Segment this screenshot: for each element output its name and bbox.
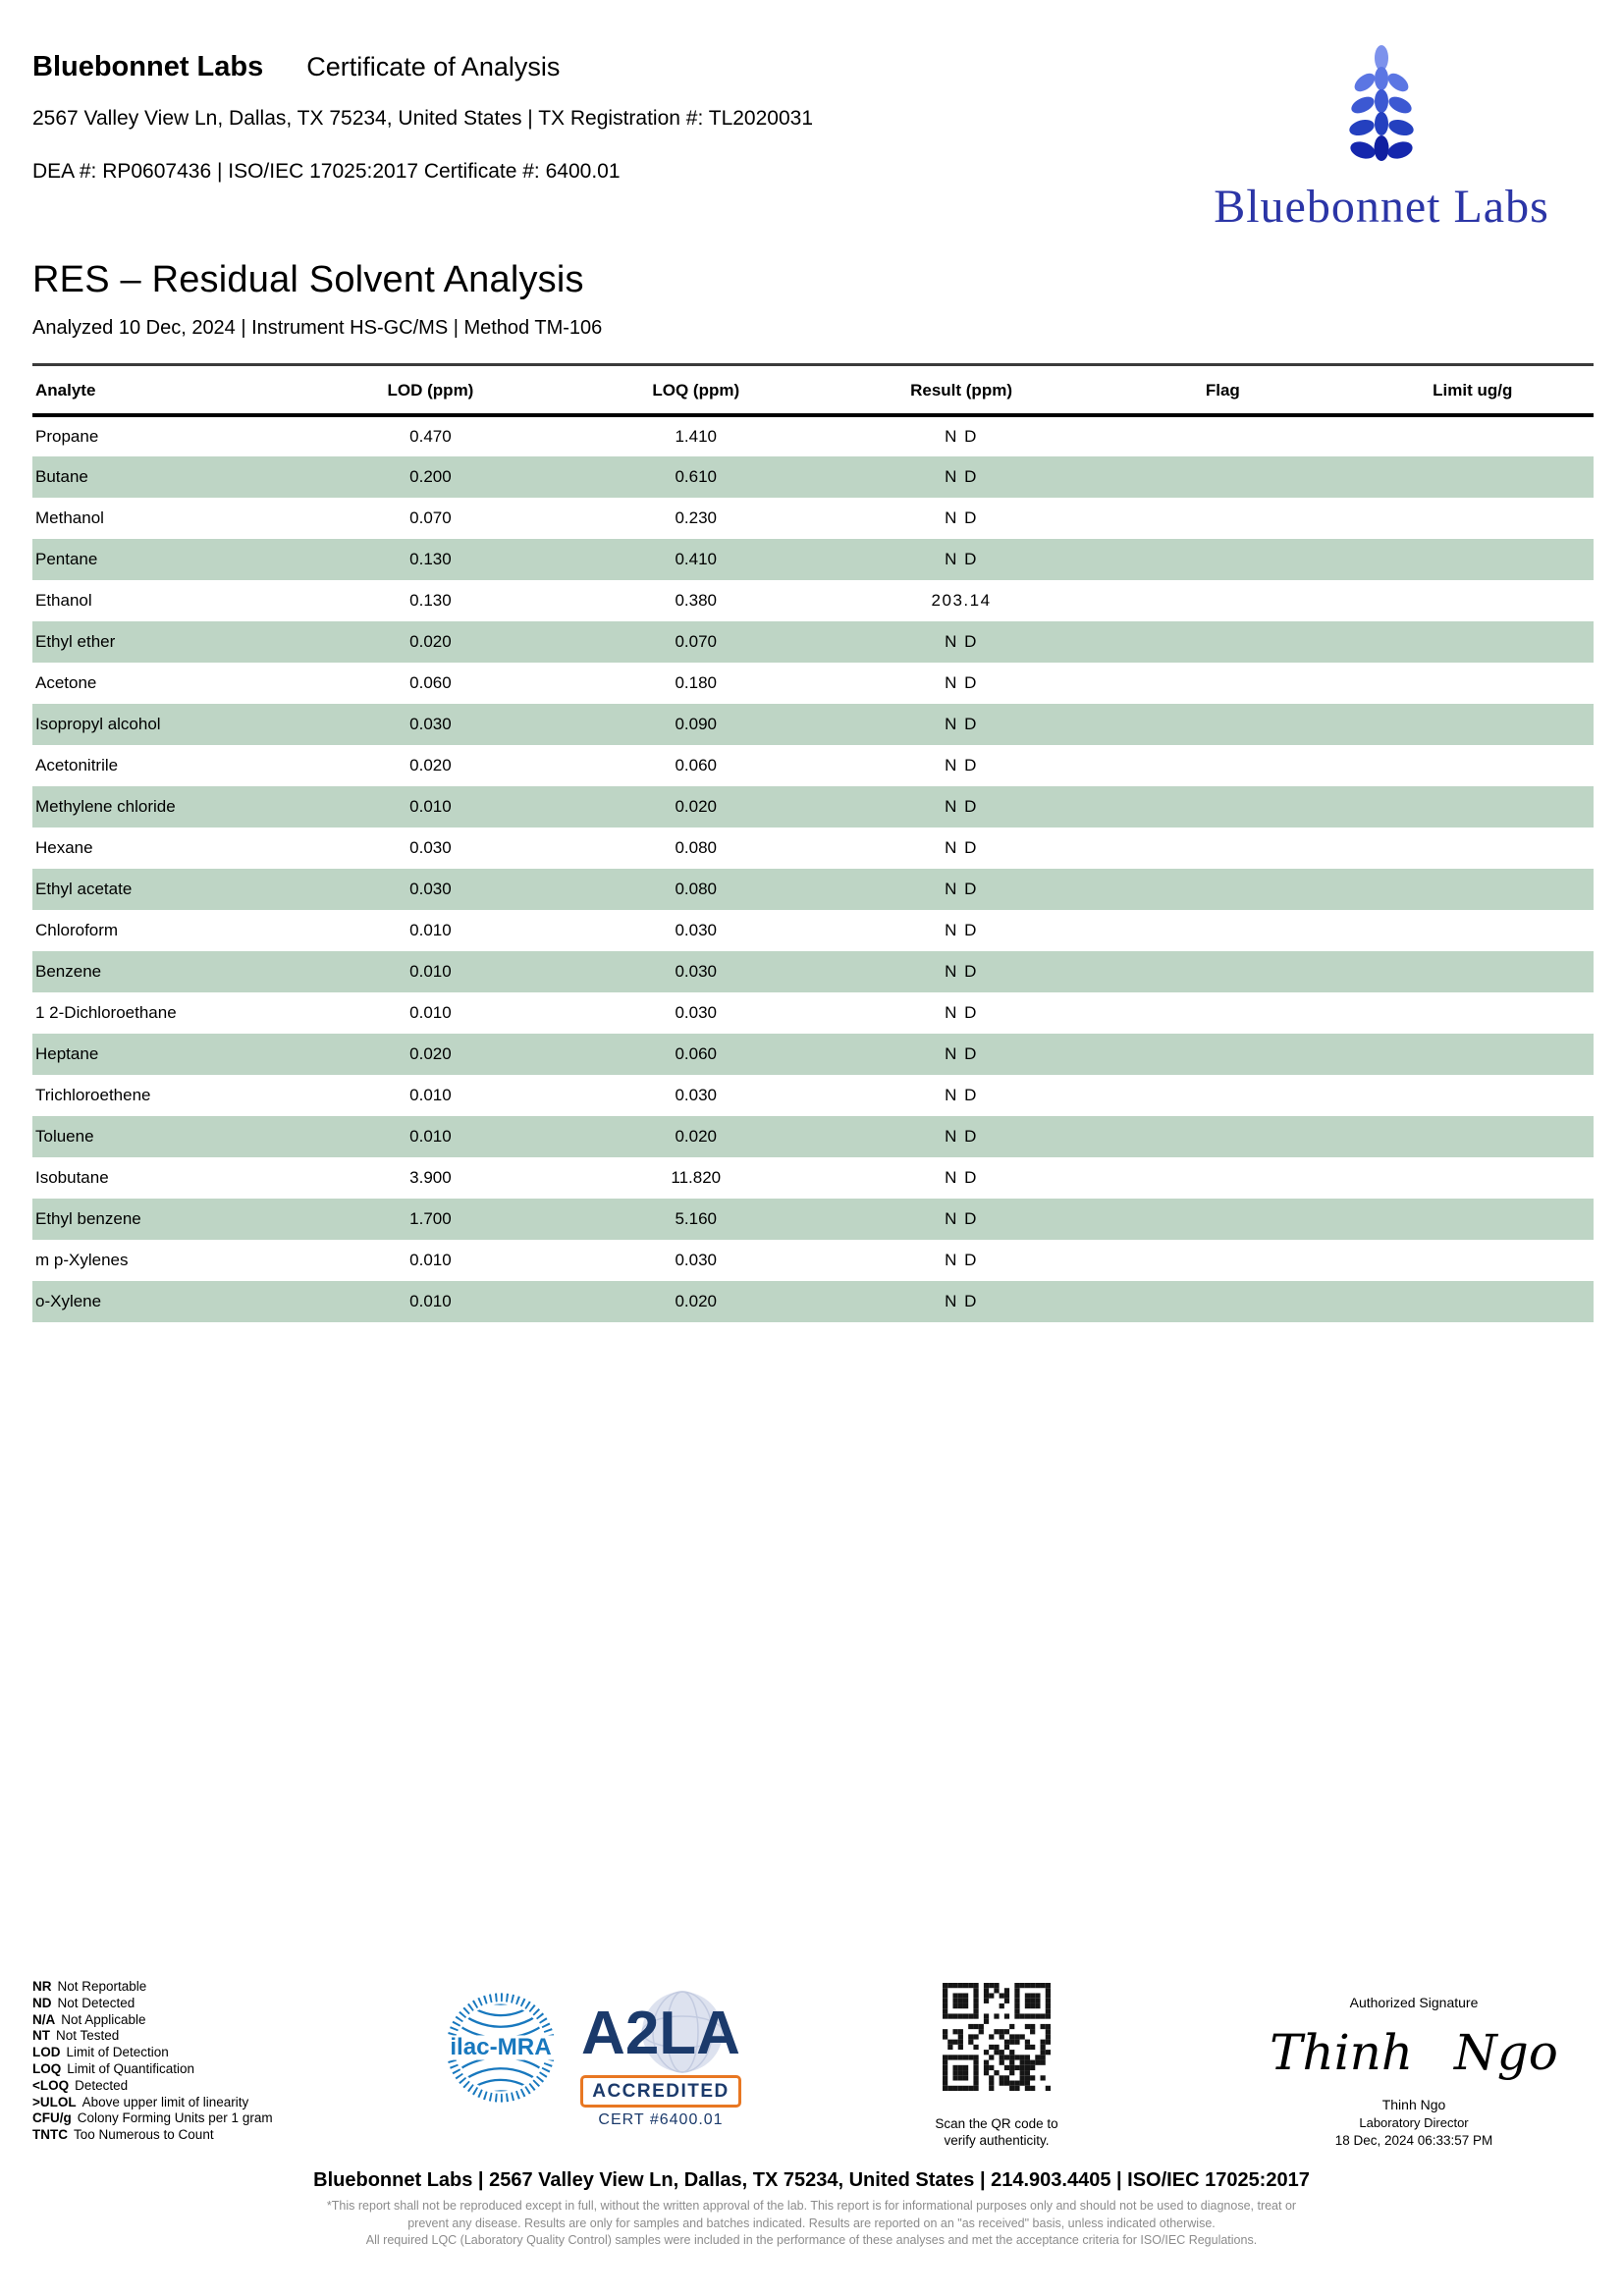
table-row	[32, 992, 1594, 1034]
cell-loq: 0.070	[675, 632, 718, 651]
table-row	[32, 786, 1594, 828]
signer-name: Thinh Ngo	[1381, 2097, 1446, 2112]
cell-loq: 0.180	[675, 673, 718, 692]
cell-flag	[1094, 621, 1351, 663]
cell-analyte: Propane	[35, 427, 99, 446]
cell-flag	[1094, 415, 1351, 456]
results-table	[32, 363, 1594, 1322]
legend-definition: Colony Forming Units per 1 gram	[77, 2110, 273, 2126]
table-row	[32, 1157, 1594, 1199]
cell-lod: 0.030	[409, 880, 452, 898]
header-text-block	[32, 51, 813, 234]
legend-item	[32, 2110, 273, 2127]
table-row	[32, 828, 1594, 869]
cell-result: N D	[945, 756, 978, 774]
table-row	[32, 1199, 1594, 1240]
cell-flag	[1094, 992, 1351, 1034]
footer-contact-line: Bluebonnet Labs | 2567 Valley View Ln, Dallas, TX 75234, United States | 214.903.4405 | ISO/IEC 17025:2017	[313, 2169, 1310, 2191]
cell-limit	[1352, 498, 1594, 539]
cell-result: N D	[945, 467, 978, 486]
cell-limit	[1352, 539, 1594, 580]
cell-limit	[1352, 621, 1594, 663]
legend-definition: Not Tested	[56, 2028, 120, 2044]
legend-term: LOD	[32, 2045, 61, 2060]
ilac-mra-seal-icon	[444, 1991, 558, 2105]
cell-limit	[1352, 663, 1594, 704]
legend-definition: Not Reportable	[57, 1979, 147, 1994]
table-row	[32, 745, 1594, 786]
disclaimer-line-1: *This report shall not be reproduced except in full, without the written approval of the lab. This report is for informational purposes only and should not be used to diagnose, treat or	[326, 2199, 1297, 2213]
cell-loq: 0.030	[675, 1251, 718, 1269]
cell-loq: 0.030	[675, 921, 718, 939]
table-row	[32, 580, 1594, 621]
cell-flag	[1094, 1157, 1351, 1199]
cell-analyte: Trichloroethene	[35, 1086, 151, 1104]
cell-flag	[1094, 1116, 1351, 1157]
cell-result: N D	[945, 1086, 978, 1104]
col-header-flag: Flag	[1094, 365, 1351, 416]
table-row	[32, 456, 1594, 498]
cell-limit	[1352, 1034, 1594, 1075]
cell-loq: 0.060	[675, 756, 718, 774]
report-title: RES – Residual Solvent Analysis	[32, 259, 584, 300]
cell-loq: 0.060	[675, 1044, 718, 1063]
cell-result: N D	[945, 427, 978, 446]
cell-limit	[1352, 704, 1594, 745]
table-row	[32, 910, 1594, 951]
cell-lod: 0.010	[409, 1292, 452, 1310]
cell-loq: 11.820	[671, 1168, 722, 1187]
disclaimer-line-3: All required LQC (Laboratory Quality Control) samples were included in the performance of these analyses and met the acceptance criteria for ISO/IEC Regulations.	[365, 2233, 1258, 2247]
cell-analyte: Heptane	[35, 1044, 99, 1063]
cell-result: N D	[945, 797, 978, 816]
footer-disclaimer	[0, 2198, 1623, 2250]
cell-lod: 0.200	[409, 467, 452, 486]
cell-analyte: Pentane	[35, 550, 98, 568]
cell-flag	[1094, 828, 1351, 869]
legend-item	[32, 2028, 273, 2045]
cell-limit	[1352, 1281, 1594, 1322]
cell-result: N D	[945, 1044, 978, 1063]
legend-item	[32, 2061, 273, 2078]
cell-loq: 5.160	[675, 1209, 718, 1228]
table-row	[32, 869, 1594, 910]
table-row	[32, 1281, 1594, 1322]
cell-result: N D	[945, 1292, 978, 1310]
cell-loq: 0.230	[675, 508, 718, 527]
legend-term: <LOQ	[32, 2077, 70, 2093]
cell-limit	[1352, 745, 1594, 786]
cell-result: N D	[945, 838, 978, 857]
cell-analyte: Chloroform	[35, 921, 119, 939]
cell-result: N D	[945, 632, 978, 651]
cell-result: 203.14	[931, 591, 992, 610]
cell-limit	[1352, 456, 1594, 498]
cell-analyte: 1 2-Dichloroethane	[35, 1003, 177, 1022]
cell-lod: 0.010	[409, 797, 452, 816]
a2la-text: A2LA	[581, 2000, 740, 2067]
qr-caption: Scan the QR code to verify authenticity.	[935, 2116, 1058, 2148]
cell-result: N D	[945, 921, 978, 939]
legend-term: TNTC	[32, 2127, 68, 2143]
cell-analyte: Acetone	[35, 673, 97, 692]
cell-analyte: Ethyl acetate	[35, 880, 133, 898]
col-header-loq: LOQ (ppm)	[564, 365, 829, 416]
footer	[0, 2169, 1623, 2250]
cell-flag	[1094, 1240, 1351, 1281]
signature-block	[1232, 1995, 1596, 2148]
address-line: 2567 Valley View Ln, Dallas, TX 75234, United States | TX Registration #: TL2020031	[32, 107, 814, 130]
cell-limit	[1352, 869, 1594, 910]
cell-flag	[1094, 1075, 1351, 1116]
cell-limit	[1352, 415, 1594, 456]
legend-term: CFU/g	[32, 2110, 72, 2126]
signature-heading: Authorized Signature	[1349, 1995, 1479, 2010]
cell-lod: 0.010	[409, 921, 452, 939]
ilac-mra-logo	[444, 1991, 558, 2109]
cell-lod: 0.010	[409, 962, 452, 981]
cell-lod: 0.030	[409, 838, 452, 857]
cell-analyte: Benzene	[35, 962, 102, 981]
legend-definition: Not Applicable	[61, 2011, 146, 2027]
cell-lod: 0.010	[409, 1251, 452, 1269]
cell-lod: 0.020	[409, 756, 452, 774]
cell-flag	[1094, 580, 1351, 621]
cell-limit	[1352, 786, 1594, 828]
table-row	[32, 704, 1594, 745]
legend-term: LOQ	[32, 2060, 62, 2076]
cell-loq: 0.090	[675, 715, 718, 733]
cell-analyte: Butane	[35, 467, 88, 486]
legend-item	[32, 2095, 273, 2111]
header	[0, 0, 1623, 234]
table-row	[32, 621, 1594, 663]
cell-analyte: Methanol	[35, 508, 104, 527]
company-name: Bluebonnet Labs	[32, 51, 264, 82]
legend-item	[32, 2045, 273, 2061]
cell-analyte: Toluene	[35, 1127, 94, 1146]
cell-flag	[1094, 704, 1351, 745]
legend-item	[32, 2127, 273, 2144]
cell-limit	[1352, 1157, 1594, 1199]
ilac-mra-text: ilac-MRA	[450, 2033, 552, 2060]
cell-result: N D	[945, 1168, 978, 1187]
cell-limit	[1352, 1240, 1594, 1281]
cell-flag	[1094, 745, 1351, 786]
col-header-result: Result (ppm)	[829, 365, 1094, 416]
signature-script: Thinh Ngo	[1270, 2024, 1558, 2081]
cell-limit	[1352, 828, 1594, 869]
cell-analyte: Isobutane	[35, 1168, 109, 1187]
cell-loq: 1.410	[675, 427, 718, 446]
cell-flag	[1094, 951, 1351, 992]
cell-result: N D	[945, 1003, 978, 1022]
cell-loq: 0.020	[675, 1127, 718, 1146]
cell-lod: 0.070	[409, 508, 452, 527]
a2la-accredited-badge: ACCREDITED	[580, 2075, 741, 2108]
cell-limit	[1352, 1199, 1594, 1240]
table-row	[32, 415, 1594, 456]
cell-result: N D	[945, 1209, 978, 1228]
cell-flag	[1094, 1199, 1351, 1240]
cell-result: N D	[945, 550, 978, 568]
signature-datetime: 18 Dec, 2024 06:33:57 PM	[1334, 2133, 1493, 2148]
table-row	[32, 498, 1594, 539]
cell-loq: 0.080	[675, 838, 718, 857]
cell-lod: 0.020	[409, 632, 452, 651]
results-table-body	[32, 415, 1594, 1322]
cell-flag	[1094, 910, 1351, 951]
a2la-globe-icon	[572, 1989, 749, 2079]
table-row	[32, 663, 1594, 704]
cell-flag	[1094, 1281, 1351, 1322]
cell-lod: 0.130	[409, 550, 452, 568]
qr-code	[943, 1983, 1051, 2091]
cell-lod: 3.900	[409, 1168, 452, 1187]
legend-definition: Above upper limit of linearity	[81, 2094, 249, 2109]
cell-result: N D	[945, 508, 978, 527]
table-row	[32, 1034, 1594, 1075]
report-meta: Analyzed 10 Dec, 2024 | Instrument HS-GC/MS | Method TM-106	[32, 317, 603, 339]
legend	[32, 1979, 273, 2144]
cell-flag	[1094, 456, 1351, 498]
cell-analyte: Isopropyl alcohol	[35, 715, 161, 733]
cell-loq: 0.020	[675, 1292, 718, 1310]
cell-loq: 0.030	[675, 1086, 718, 1104]
cell-result: N D	[945, 1251, 978, 1269]
legend-term: ND	[32, 1995, 52, 2010]
cell-flag	[1094, 539, 1351, 580]
col-header-analyte: Analyte	[32, 365, 298, 416]
cell-lod: 0.020	[409, 1044, 452, 1063]
cell-loq: 0.410	[675, 550, 718, 568]
results-table-header	[32, 365, 1594, 416]
cell-analyte: Acetonitrile	[35, 756, 119, 774]
legend-definition: Too Numerous to Count	[74, 2127, 214, 2143]
cell-flag	[1094, 663, 1351, 704]
cell-loq: 0.380	[675, 591, 718, 610]
cell-analyte: Methylene chloride	[35, 797, 176, 816]
legend-item	[32, 2012, 273, 2029]
cell-result: N D	[945, 1127, 978, 1146]
cell-flag	[1094, 869, 1351, 910]
cell-lod: 0.060	[409, 673, 452, 692]
cell-result: N D	[945, 880, 978, 898]
cell-limit	[1352, 951, 1594, 992]
table-row	[32, 1075, 1594, 1116]
table-row	[32, 1240, 1594, 1281]
cell-limit	[1352, 992, 1594, 1034]
signer-title: Laboratory Director	[1359, 2115, 1469, 2130]
table-row	[32, 1116, 1594, 1157]
legend-definition: Detected	[75, 2077, 129, 2093]
table-row	[32, 539, 1594, 580]
cell-loq: 0.030	[675, 1003, 718, 1022]
cell-loq: 0.030	[675, 962, 718, 981]
cell-limit	[1352, 1116, 1594, 1157]
legend-term: N/A	[32, 2011, 56, 2027]
cell-loq: 0.080	[675, 880, 718, 898]
cell-result: N D	[945, 673, 978, 692]
legend-item	[32, 2078, 273, 2095]
cell-analyte: Ethyl ether	[35, 632, 116, 651]
cell-loq: 0.610	[675, 467, 718, 486]
legend-item	[32, 1996, 273, 2012]
cell-lod: 0.010	[409, 1086, 452, 1104]
disclaimer-line-2: prevent any disease. Results are only for samples and batches indicated. Results are reported on an "as received" basis, unless indicated otherwise.	[407, 2216, 1216, 2230]
legend-definition: Limit of Quantification	[67, 2060, 195, 2076]
legend-definition: Limit of Detection	[66, 2045, 169, 2060]
cell-analyte: o-Xylene	[35, 1292, 102, 1310]
cell-flag	[1094, 1034, 1351, 1075]
legend-term: >ULOL	[32, 2094, 77, 2109]
cell-analyte: Hexane	[35, 838, 93, 857]
cell-limit	[1352, 1075, 1594, 1116]
cell-limit	[1352, 910, 1594, 951]
legend-definition: Not Detected	[57, 1995, 135, 2010]
cell-lod: 0.130	[409, 591, 452, 610]
company-line	[32, 51, 813, 83]
col-header-limit: Limit ug/g	[1352, 365, 1594, 416]
dea-line: DEA #: RP0607436 | ISO/IEC 17025:2017 Certificate #: 6400.01	[32, 160, 621, 183]
col-header-lod: LOD (ppm)	[298, 365, 563, 416]
cell-lod: 0.010	[409, 1003, 452, 1022]
cell-result: N D	[945, 715, 978, 733]
qr-block	[903, 1983, 1090, 2149]
cell-lod: 1.700	[409, 1209, 452, 1228]
legend-term: NT	[32, 2028, 50, 2044]
cell-analyte: Ethanol	[35, 591, 92, 610]
lab-logo	[1175, 43, 1588, 234]
cell-lod: 0.010	[409, 1127, 452, 1146]
cell-flag	[1094, 786, 1351, 828]
table-row	[32, 951, 1594, 992]
cell-flag	[1094, 498, 1351, 539]
cell-lod: 0.470	[409, 427, 452, 446]
bluebonnet-flower-icon	[1332, 43, 1431, 169]
cell-analyte: Ethyl benzene	[35, 1209, 141, 1228]
cell-lod: 0.030	[409, 715, 452, 733]
cell-loq: 0.020	[675, 797, 718, 816]
cell-analyte: m p-Xylenes	[35, 1251, 129, 1269]
legend-item	[32, 1979, 273, 1996]
logo-wordmark: Bluebonnet Labs	[1214, 181, 1549, 233]
cell-limit	[1352, 580, 1594, 621]
cell-result: N D	[945, 962, 978, 981]
a2la-logo	[568, 1989, 754, 2129]
a2la-cert-number: CERT #6400.01	[598, 2111, 724, 2128]
document-title: Certificate of Analysis	[306, 52, 561, 81]
legend-term: NR	[32, 1979, 52, 1994]
